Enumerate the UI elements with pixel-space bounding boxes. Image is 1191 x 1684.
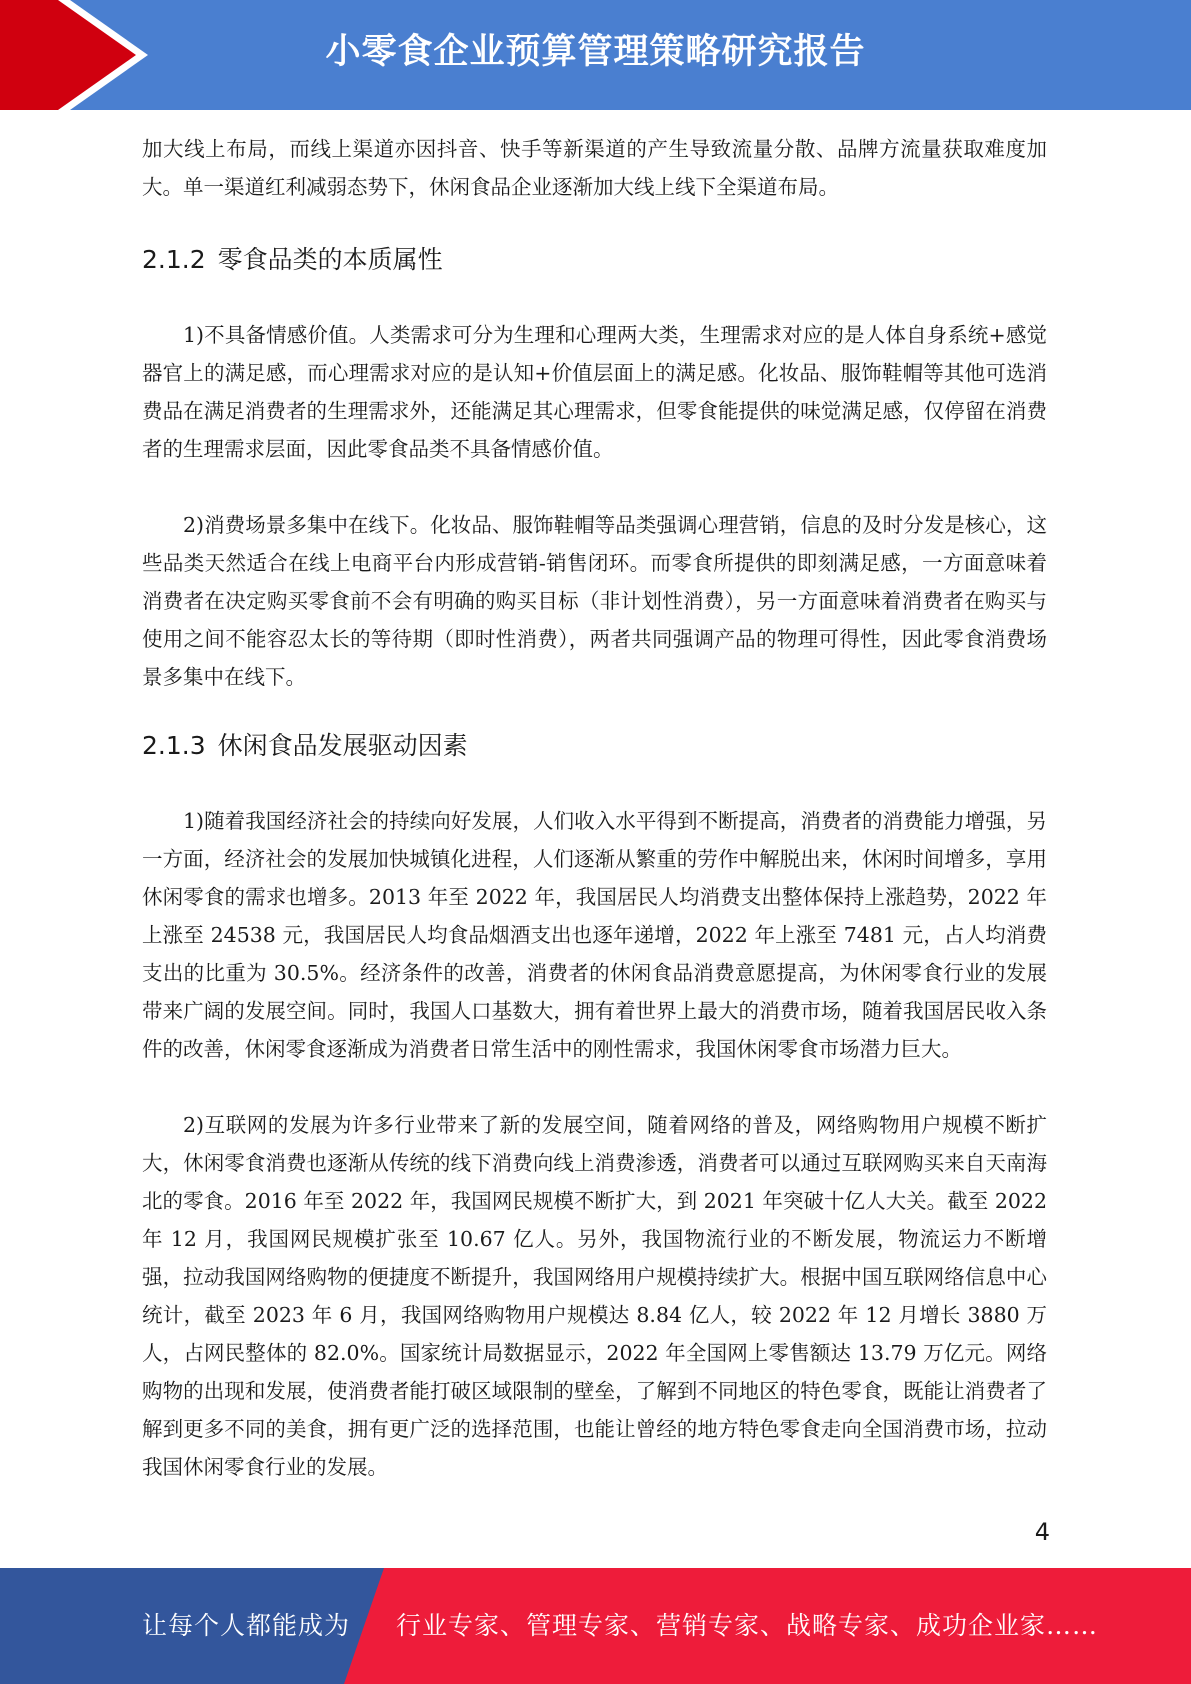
paragraph: 2)消费场景多集中在线下。化妆品、服饰鞋帽等品类强调心理营销，信息的及时分发是核心，这些品类天然适合在线上电商平台内形成营销-销售闭环。而零食所提供的即刻满足感，一方面意味着消费者在决定购买零食前不会有明确的购买目标（非计划性消费），另一方面意味着消费者在购买与使用之间不能容忍太长的等待期（即时性消费），两者共同强调产品的物理可得性，因此零食消费场景多集中在线下。	[142, 513, 1047, 689]
intro-paragraph: 加大线上布局，而线上渠道亦因抖音、快手等新渠道的产生导致流量分散、品牌方流量获取难度加大。单一渠道红利减弱态势下，休闲食品企业逐渐加大线上线下全渠道布局。	[142, 137, 1047, 199]
paragraph: 1)不具备情感价值。人类需求可分为生理和心理两大类，生理需求对应的是人体自身系统+感觉器官上的满足感，而心理需求对应的是认知+价值层面上的满足感。化妆品、服饰鞋帽等其他可选消费品在满足消费者的生理需求外，还能满足其心理需求，但零食能提供的味觉满足感，仅停留在消费者的生理需求层面，因此零食品类不具备情感价值。	[142, 323, 1047, 461]
page-header	[0, 0, 1191, 110]
section-title: 休闲食品发展驱动因素	[217, 731, 468, 760]
header-title: 小零食企业预算管理策略研究报告	[325, 32, 866, 72]
section-number: 2.1.2	[142, 245, 206, 274]
header-chevron-decoration	[0, 0, 160, 110]
paragraph: 2)互联网的发展为许多行业带来了新的发展空间，随着网络的普及，网络购物用户规模不断扩大，休闲零食消费也逐渐从传统的线下消费向线上消费渗透，消费者可以通过互联网购买来自天南海北的零食。2016 年至 2022 年，我国网民规模不断扩大，到 2021 年突破十亿人大关。截至 2022 年 12 月，我国网民规模扩张至 10.67 亿人。另外，我国物流行业的不断发展，物流运力不断增强，拉动我国网络购物的便捷度不断提升，我国网络用户规模持续扩大。根据中国互联网络信息中心统计，截至 2023 年 6 月，我国网络购物用户规模达 8.84 亿人，较 2022 年 12 月增长 3880 万人，占网民整体的 82.0%。国家统计局数据显示，2022 年全国网上零售额达 13.79 万亿元。网络购物的出现和发展，使消费者能打破区域限制的壁垒，了解到不同地区的特色零食，既能让消费者了解到更多不同的美食，拥有更广泛的选择范围，也能让曾经的地方特色零食走向全国消费市场，拉动我国休闲零食行业的发展。	[142, 1113, 1047, 1479]
section-heading-2-1-2	[142, 242, 1047, 278]
section-heading-2-1-3	[142, 728, 1047, 764]
document-body	[142, 130, 1047, 1486]
page-number: 4	[1034, 1518, 1050, 1546]
section-number: 2.1.3	[142, 731, 206, 760]
page-footer	[0, 1568, 1191, 1684]
footer-slogan-left: 让每个人都能成为	[142, 1611, 351, 1640]
footer-slogan-right: 行业专家、管理专家、营销专家、战略专家、成功企业家……	[396, 1611, 1099, 1640]
paragraph: 1)随着我国经济社会的持续向好发展，人们收入水平得到不断提高，消费者的消费能力增强，另一方面，经济社会的发展加快城镇化进程，人们逐渐从繁重的劳作中解脱出来，休闲时间增多，享用休闲零食的需求也增多。2013 年至 2022 年，我国居民人均消费支出整体保持上涨趋势，2022 年上涨至 24538 元，我国居民人均食品烟酒支出也逐年递增，2022 年上涨至 7481 元，占人均消费支出的比重为 30.5%。经济条件的改善，消费者的休闲食品消费意愿提高，为休闲零食行业的发展带来广阔的发展空间。同时，我国人口基数大，拥有着世界上最大的消费市场，随着我国居民收入条件的改善，休闲零食逐渐成为消费者日常生活中的刚性需求，我国休闲零食市场潜力巨大。	[142, 809, 1047, 1061]
section-title: 零食品类的本质属性	[217, 245, 443, 274]
